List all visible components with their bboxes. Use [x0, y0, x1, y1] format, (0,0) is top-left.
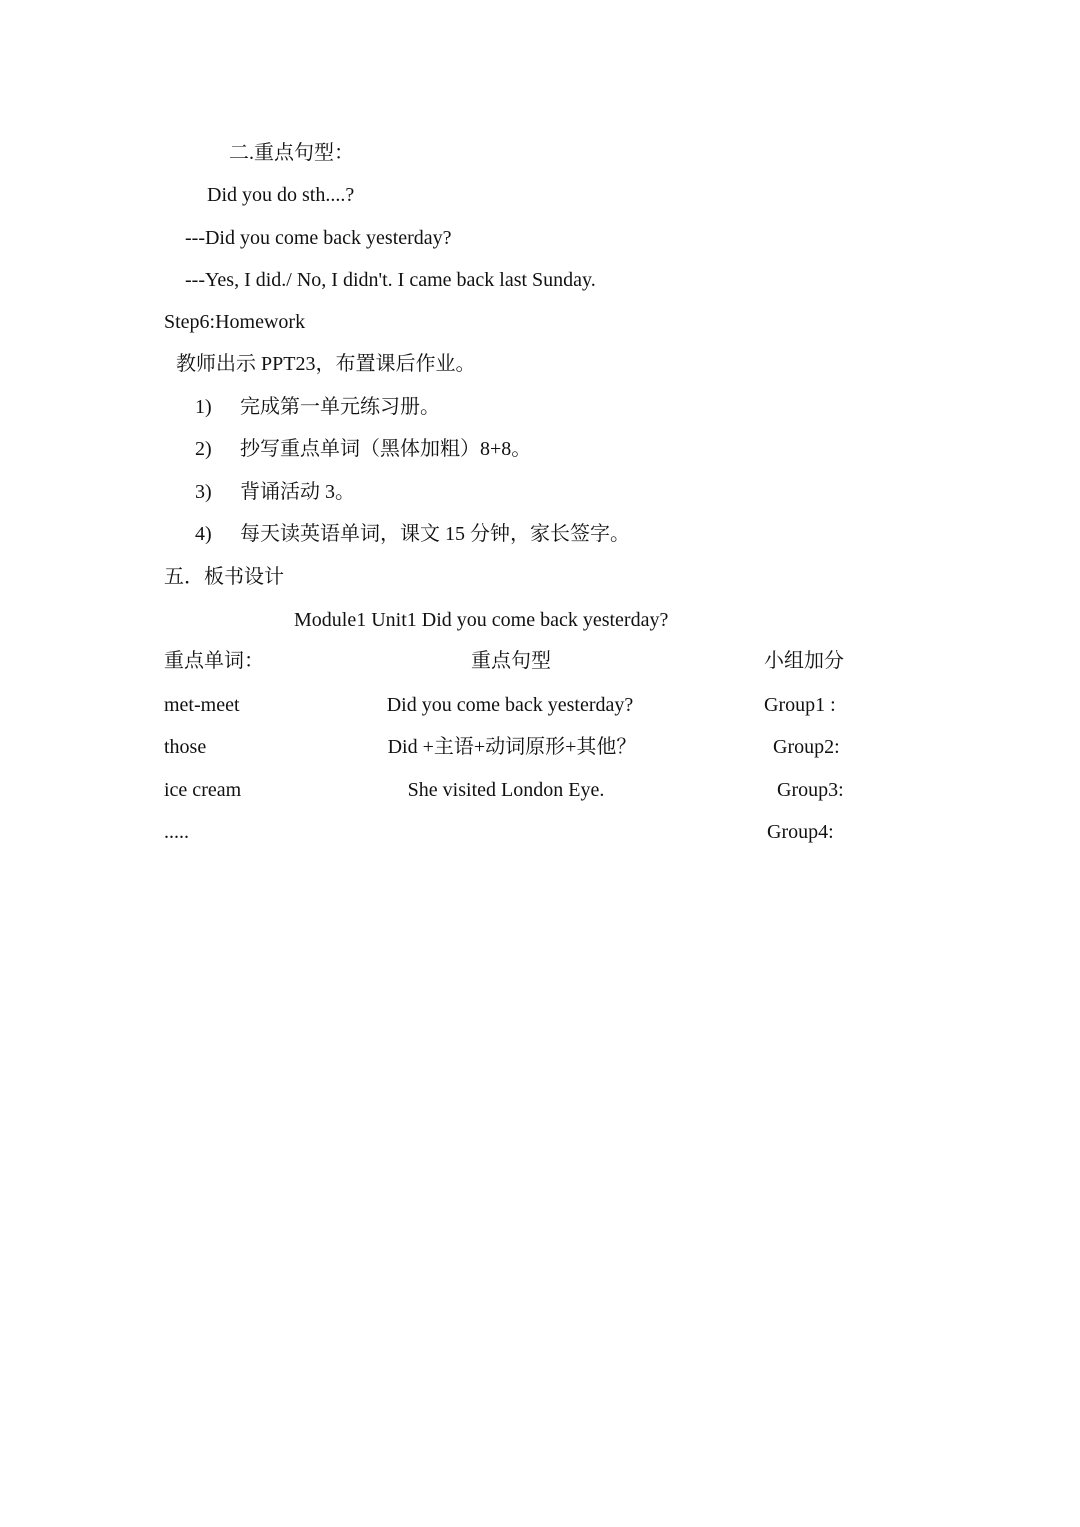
header-key-words: 重点单词： — [164, 650, 264, 672]
sentence-pattern: Did you do sth....? — [207, 184, 355, 206]
group-cell: Group3: — [777, 779, 844, 801]
example-answer: ---Yes, I did./ No, I didn't. I came back last Sunday. — [185, 269, 596, 291]
word-cell: ..... — [164, 821, 189, 843]
word-cell: those — [164, 736, 207, 758]
word-cell: ice cream — [164, 779, 242, 801]
group-cell: Group2: — [773, 736, 840, 758]
list-item-text: 完成第一单元练习册。 — [240, 396, 440, 418]
board-title: Module1 Unit1 Did you come back yesterday? — [294, 609, 669, 631]
homework-step-title: Step6:Homework — [164, 311, 306, 333]
list-item-number: 1) — [195, 396, 212, 418]
header-group-points: 小组加分 — [764, 650, 844, 672]
word-cell: met-meet — [164, 694, 240, 716]
board-section-title: 五．板书设计 — [164, 566, 284, 588]
sentence-text: She visited London Eye. — [407, 779, 605, 801]
list-item-text: 抄写重点单词（黑体加粗）8+8。 — [240, 438, 532, 460]
list-item-number: 4) — [195, 523, 212, 545]
list-item-text: 每天读英语单词，课文 15 分钟，家长签字。 — [240, 523, 630, 545]
list-item-number: 2) — [195, 438, 212, 460]
homework-intro: 教师出示 PPT23，布置课后作业。 — [176, 353, 476, 375]
sentence-text: Did you come back yesterday? — [386, 694, 634, 716]
sentence-text: Did +主语+动词原形+其他？ — [387, 736, 637, 758]
list-item-number: 3) — [195, 481, 212, 503]
section-two-heading: 二.重点句型： — [229, 142, 354, 164]
list-item-text: 背诵活动 3。 — [240, 481, 355, 503]
group-cell: Group4: — [767, 821, 834, 843]
header-key-sentences: 重点句型 — [471, 650, 551, 672]
example-question: ---Did you come back yesterday? — [185, 227, 452, 249]
group-cell: Group1 : — [764, 694, 836, 716]
